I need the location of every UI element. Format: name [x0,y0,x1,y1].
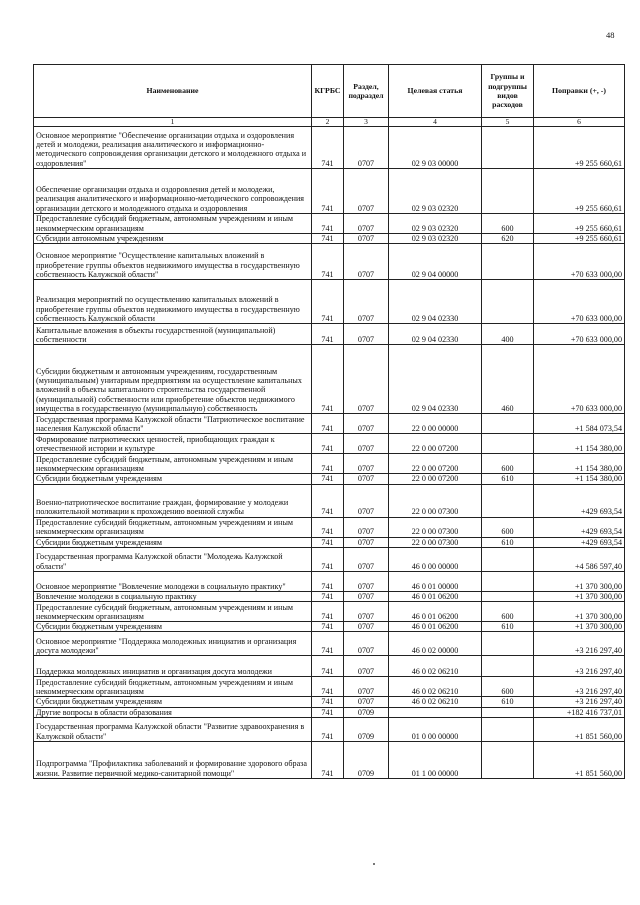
table-row [34,656,625,677]
row-group [482,414,534,434]
row-name: Подпрограмма "Профилактика заболеваний и формирование здорового образа жизни. Развитие первичной медико-санитарной помощи" [34,742,312,779]
row-amount: +3 216 297,40 [534,677,625,697]
table-row [34,234,625,244]
row-target: 22 0 00 07200 [389,434,482,454]
row-amount: +70 633 000,00 [534,324,625,345]
row-amount: +1 370 300,00 [534,602,625,622]
table-row [34,214,625,234]
table-row [34,127,625,169]
table-row [34,414,625,434]
row-name: Основное мероприятие "Осуществление капитальных вложений в приобретение группы объектов недвижимого имущества в государственную собственность Калужской области" [34,244,312,280]
row-amount: +9 255 660,61 [534,127,625,169]
row-target: 22 0 00 07300 [389,537,482,547]
row-kgrbs: 741 [312,547,344,571]
row-name: Предоставление субсидий бюджетным, автономным учреждениям и иным некоммерческим организациям [34,214,312,234]
row-target: 46 0 01 06200 [389,602,482,622]
table-row [34,244,625,280]
row-section: 0707 [344,517,389,537]
row-amount: +1 584 073,54 [534,414,625,434]
row-name: Основное мероприятие "Вовлечение молодежи в социальную практику" [34,571,312,591]
row-kgrbs: 741 [312,742,344,779]
row-section: 0707 [344,484,389,517]
table-row [34,742,625,779]
row-section: 0707 [344,169,389,214]
table-row [34,697,625,707]
row-group [482,632,534,656]
row-kgrbs: 741 [312,324,344,345]
row-name: Формирование патриотических ценностей, приобщающих граждан к отечественной истории и культуре [34,434,312,454]
table-row [34,622,625,632]
row-group [482,547,534,571]
row-target: 46 0 01 06200 [389,622,482,632]
row-group [482,484,534,517]
row-target: 46 0 02 06210 [389,656,482,677]
row-amount: +9 255 660,61 [534,169,625,214]
header-groups: Группы и подгруппы видов расходов [482,65,534,118]
table-row [34,547,625,571]
row-group [482,169,534,214]
row-target: 46 0 02 06210 [389,677,482,697]
row-section: 0707 [344,571,389,591]
row-group [482,280,534,324]
row-target: 01 0 00 00000 [389,718,482,742]
row-kgrbs: 741 [312,434,344,454]
row-group [482,244,534,280]
row-amount: +3 216 297,40 [534,656,625,677]
row-kgrbs: 741 [312,454,344,474]
row-section: 0707 [344,214,389,234]
table-row [34,324,625,345]
table-row [34,537,625,547]
row-target [389,707,482,717]
row-kgrbs: 741 [312,234,344,244]
row-target: 02 9 03 02320 [389,234,482,244]
row-kgrbs: 741 [312,345,344,414]
row-group: 460 [482,345,534,414]
col-number: 5 [482,118,534,127]
row-kgrbs: 741 [312,677,344,697]
row-section: 0707 [344,697,389,707]
header-name: Наименование [34,65,312,118]
row-target: 02 9 04 00000 [389,244,482,280]
row-kgrbs: 741 [312,571,344,591]
row-kgrbs: 741 [312,280,344,324]
header-section: Раздел, подраздел [344,65,389,118]
table-row [34,434,625,454]
row-name: Предоставление субсидий бюджетным, автономным учреждениям и иным некоммерческим организациям [34,517,312,537]
row-section: 0709 [344,707,389,717]
row-target: 02 9 04 02330 [389,280,482,324]
row-section: 0707 [344,454,389,474]
row-target: 02 9 04 02330 [389,345,482,414]
row-kgrbs: 741 [312,718,344,742]
header-kgrbs: КГРБС [312,65,344,118]
table-row [34,484,625,517]
row-amount: +3 216 297,40 [534,632,625,656]
row-target: 46 0 02 06210 [389,697,482,707]
row-name: Субсидии бюджетным учреждениям [34,697,312,707]
row-name: Основное мероприятие "Поддержка молодежных инициатив и организация досуга молодежи" [34,632,312,656]
table-row [34,280,625,324]
row-amount: +9 255 660,61 [534,214,625,234]
header-target: Целевая статья [389,65,482,118]
row-amount: +70 633 000,00 [534,345,625,414]
row-group [482,127,534,169]
row-name: Обеспечение организации отдыха и оздоровления детей и молодежи, реализация аналитического и информационно-методического сопровождения организации детского и молодежного отдыха и оздоровления [34,169,312,214]
row-amount: +1 370 300,00 [534,571,625,591]
table-row [34,169,625,214]
row-kgrbs: 741 [312,697,344,707]
row-kgrbs: 741 [312,602,344,622]
table-row [34,571,625,591]
row-amount: +1 154 380,00 [534,434,625,454]
row-name: Субсидии бюджетным учреждениям [34,537,312,547]
row-group: 600 [482,517,534,537]
row-amount: +1 851 560,00 [534,718,625,742]
row-group: 610 [482,474,534,484]
page-number: 48 [606,30,615,40]
row-group [482,434,534,454]
row-target: 02 9 04 02330 [389,324,482,345]
row-section: 0707 [344,280,389,324]
table-row [34,718,625,742]
row-section: 0709 [344,742,389,779]
row-kgrbs: 741 [312,591,344,601]
row-section: 0707 [344,324,389,345]
row-group [482,742,534,779]
header-amendment: Поправки (+, -) [534,65,625,118]
row-amount: +3 216 297,40 [534,697,625,707]
col-number: 1 [34,118,312,127]
row-amount: +429 693,54 [534,517,625,537]
row-name: Вовлечение молодежи в социальную практику [34,591,312,601]
row-group [482,707,534,717]
row-group: 600 [482,454,534,474]
row-group: 400 [482,324,534,345]
table-row [34,602,625,622]
row-group [482,718,534,742]
row-section: 0707 [344,602,389,622]
row-name: Предоставление субсидий бюджетным, автономным учреждениям и иным некоммерческим организациям [34,454,312,474]
row-section: 0707 [344,234,389,244]
row-amount: +1 851 560,00 [534,742,625,779]
row-section: 0707 [344,345,389,414]
row-target: 02 9 03 02320 [389,214,482,234]
row-section: 0707 [344,632,389,656]
row-name: Государственная программа Калужской области "Патриотическое воспитание населения Калужской области" [34,414,312,434]
row-group: 600 [482,214,534,234]
row-kgrbs: 741 [312,632,344,656]
row-group [482,591,534,601]
col-number: 2 [312,118,344,127]
row-target: 46 0 01 00000 [389,571,482,591]
table-row [34,632,625,656]
row-kgrbs: 741 [312,622,344,632]
row-kgrbs: 741 [312,517,344,537]
table-row [34,591,625,601]
row-name: Военно-патриотическое воспитание граждан, формирование у молодежи положительной мотивации к прохождению военной службы [34,484,312,517]
row-kgrbs: 741 [312,484,344,517]
row-target: 22 0 00 07200 [389,454,482,474]
row-section: 0707 [344,244,389,280]
row-target: 02 9 03 00000 [389,127,482,169]
row-section: 0707 [344,677,389,697]
row-target: 22 0 00 07200 [389,474,482,484]
row-name: Основное мероприятие "Обеспечение организации отдыха и оздоровления детей и молодежи, реализация аналитического и информационно-методического сопровождения организации детского и молодежного отдыха и оздоровления" [34,127,312,169]
row-kgrbs: 741 [312,537,344,547]
row-kgrbs: 741 [312,656,344,677]
row-section: 0707 [344,474,389,484]
row-section: 0707 [344,434,389,454]
row-kgrbs: 741 [312,414,344,434]
row-target: 46 0 01 06200 [389,591,482,601]
row-group: 600 [482,602,534,622]
row-section: 0707 [344,656,389,677]
row-section: 0707 [344,547,389,571]
row-target: 22 0 00 00000 [389,414,482,434]
col-number: 3 [344,118,389,127]
row-section: 0707 [344,622,389,632]
table-row [34,454,625,474]
row-kgrbs: 741 [312,707,344,717]
row-kgrbs: 741 [312,244,344,280]
row-name: Капитальные вложения в объекты государственной (муниципальной) собственности [34,324,312,345]
row-name: Государственная программа Калужской области "Молодежь Калужской области" [34,547,312,571]
row-target: 46 0 00 00000 [389,547,482,571]
row-group [482,656,534,677]
row-name: Поддержка молодежных инициатив и организация досуга молодежи [34,656,312,677]
row-kgrbs: 741 [312,169,344,214]
row-target: 01 1 00 00000 [389,742,482,779]
table-row [34,707,625,717]
row-target: 22 0 00 07300 [389,484,482,517]
column-number-row [34,118,625,127]
row-name: Предоставление субсидий бюджетным, автономным учреждениям и иным некоммерческим организациям [34,602,312,622]
row-amount: +70 633 000,00 [534,244,625,280]
row-group: 620 [482,234,534,244]
table-row [34,345,625,414]
row-group: 600 [482,677,534,697]
row-amount: +429 693,54 [534,537,625,547]
row-section: 0709 [344,718,389,742]
row-kgrbs: 741 [312,214,344,234]
scan-speck [373,863,375,865]
table-row [34,677,625,697]
row-name: Субсидии автономным учреждениям [34,234,312,244]
row-name: Предоставление субсидий бюджетным, автономным учреждениям и иным некоммерческим организациям [34,677,312,697]
row-amount: +1 370 300,00 [534,591,625,601]
row-amount: +4 586 597,40 [534,547,625,571]
row-section: 0707 [344,537,389,547]
row-group [482,571,534,591]
row-section: 0707 [344,127,389,169]
row-name: Субсидии бюджетным учреждениям [34,474,312,484]
row-section: 0707 [344,414,389,434]
row-amount: +1 370 300,00 [534,622,625,632]
col-number: 4 [389,118,482,127]
row-group: 610 [482,622,534,632]
row-amount: +1 154 380,00 [534,474,625,484]
row-target: 22 0 00 07300 [389,517,482,537]
row-group: 610 [482,537,534,547]
row-amount: +1 154 380,00 [534,454,625,474]
row-group: 610 [482,697,534,707]
row-amount: +70 633 000,00 [534,280,625,324]
row-name: Реализация мероприятий по осуществлению капитальных вложений в приобретение группы объектов недвижимого имущества в государственную собственность Калужской области [34,280,312,324]
col-number: 6 [534,118,625,127]
row-name: Государственная программа Калужской области "Развитие здравоохранения в Калужской области" [34,718,312,742]
table-row [34,474,625,484]
row-section: 0707 [344,591,389,601]
row-name: Другие вопросы в области образования [34,707,312,717]
row-name: Субсидии бюджетным учреждениям [34,622,312,632]
row-target: 46 0 02 00000 [389,632,482,656]
budget-amendments-table [33,64,625,779]
row-amount: +9 255 660,61 [534,234,625,244]
table-header-row [34,65,625,118]
row-kgrbs: 741 [312,474,344,484]
row-amount: +182 416 737,01 [534,707,625,717]
row-name: Субсидии бюджетным и автономным учреждениям, государственным (муниципальным) унитарным предприятиям на осуществление капитальных вложений в объекты капитального строительства государственной (муниципальной) собственности или приобретение объектов недвижимого имущества в государственную (муниципальную) собственность [34,345,312,414]
row-amount: +429 693,54 [534,484,625,517]
row-kgrbs: 741 [312,127,344,169]
table-row [34,517,625,537]
row-target: 02 9 03 02320 [389,169,482,214]
